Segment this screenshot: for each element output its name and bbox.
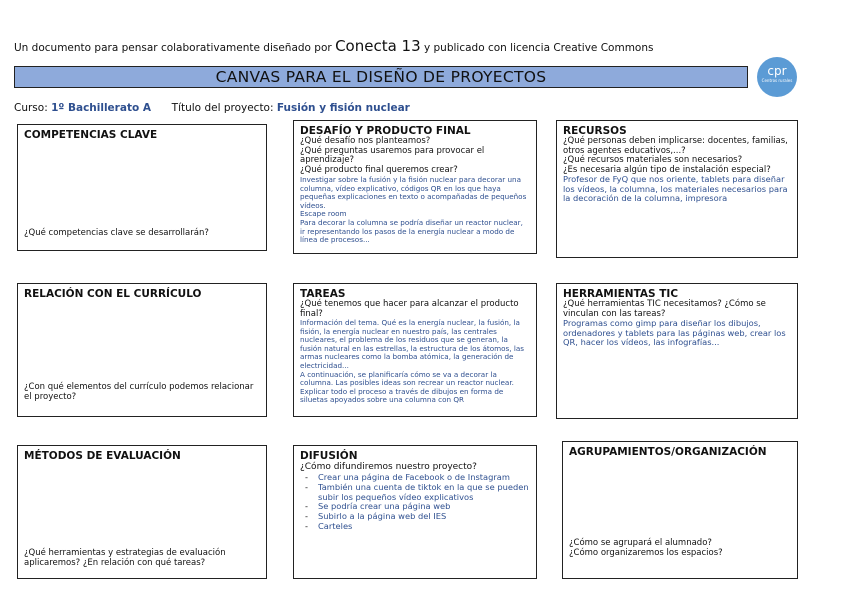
card-difusion (293, 445, 537, 579)
brand-name: Conecta 13 (335, 37, 421, 55)
page-title: CANVAS PARA EL DISEÑO DE PROYECTOS (14, 66, 748, 88)
card-title: MÉTODOS DE EVALUACIÓN (24, 450, 181, 462)
card-title: DIFUSIÓN (300, 450, 358, 462)
card-title: COMPETENCIAS CLAVE (24, 129, 158, 141)
project-title-label: Título del proyecto: (171, 102, 274, 114)
card-tareas (293, 283, 537, 417)
card-herramientas (556, 283, 798, 419)
list-item: - Se podría crear una página web (318, 502, 530, 512)
list-item: - Crear una página de Facebook o de Instagram (318, 473, 530, 483)
project-title-value: Fusión y fisión nuclear (276, 102, 410, 114)
list-item: - Carteles (318, 522, 530, 532)
logo-subtext: Centros rurales (761, 78, 793, 83)
card-title: AGRUPAMIENTOS/ORGANIZACIÓN (569, 446, 767, 458)
list-item: - También una cuenta de tiktok en la que se pueden subir los pequeños vídeo explicativos (318, 483, 530, 503)
course-label: Curso: (14, 102, 48, 114)
card-title: RECURSOS (563, 125, 627, 137)
card-question: ¿Qué herramientas y estrategias de evaluación aplicaremos? ¿En relación con qué tareas? (24, 548, 226, 568)
card-questions: ¿Cómo difundiremos nuestro proyecto? (300, 462, 477, 472)
card-relacion (17, 283, 267, 417)
card-questions: ¿Qué personas deben implicarse: docentes, familias, otros agentes educativos,...? ¿Qué recursos materiales son necesarios? ¿Es necesaria algún tipo de instalación especial? (563, 136, 788, 175)
logo-text: cpr (767, 64, 787, 78)
card-answer: Programas como gimp para diseñar los dibujos, ordenadores y tablets para las páginas web, crear los QR, hacer los vídeos, las infografías... (563, 318, 786, 348)
license-suffix: y publicado con licencia Creative Commons (423, 42, 654, 54)
card-title: HERRAMIENTAS TIC (563, 288, 679, 300)
license-prefix: Un documento para pensar colaborativamente diseñado por (14, 42, 332, 54)
card-answer: Investigar sobre la fusión y la fisión nuclear para decorar una columna, vídeo explicativo, códigos QR en los que haya pequeñas explicaciones en texto o acompañadas de pequeños vídeos. Escape room Para decorar la columna se podría diseñar un reactor nuclear, ir representando los pasos de la energía nuclear a modo de línea de procesos... (300, 175, 527, 245)
card-competencias (17, 124, 267, 251)
card-question: ¿Cómo se agrupará el alumnado? ¿Cómo organizaremos los espacios? (569, 538, 723, 558)
difusion-list (300, 473, 530, 532)
card-title: TAREAS (300, 288, 346, 300)
card-metodos (17, 445, 267, 579)
list-item: - Subirlo a la página web del IES (318, 512, 530, 522)
card-desafio (293, 120, 537, 254)
license-line (14, 37, 653, 55)
card-title: DESAFÍO Y PRODUCTO FINAL (300, 125, 471, 137)
card-questions: ¿Qué desafío nos planteamos? ¿Qué preguntas usaremos para provocar el aprendizaje? ¿Qué producto final queremos crear? (300, 136, 485, 175)
card-question: ¿Qué competencias clave se desarrollarán? (24, 228, 209, 238)
card-question: ¿Con qué elementos del currículo podemos relacionar el proyecto? (24, 382, 254, 402)
card-questions: ¿Qué tenemos que hacer para alcanzar el producto final? (300, 299, 519, 319)
course-value: 1º Bachillerato A (51, 102, 151, 114)
card-recursos (556, 120, 798, 258)
card-answer: Profesor de FyQ que nos oriente, tablets para diseñar los vídeos, la columna, los materiales necesarios para la decoración de la columna, impresora (563, 174, 788, 204)
card-questions: ¿Qué herramientas TIC necesitamos? ¿Cómo se vinculan con las tareas? (563, 299, 766, 319)
cpr-logo (757, 57, 797, 97)
card-agrupamientos (562, 441, 798, 579)
card-title: RELACIÓN CON EL CURRÍCULO (24, 288, 202, 300)
project-info (14, 102, 410, 114)
card-answer: Información del tema. Qué es la energía nuclear, la fusión, la fisión, la energía nuclear en nuestro país, las centrales nucleares, el problema de los residuos que se generan, la fusión natural en las estrellas, la estructura de los átomos, las armas nucleares como la bomba atómica, la generación de electricidad... A continuación, se planificaría cómo se va a decorar la columna. Las posibles ideas son recrear un reactor nuclear. Explicar todo el proceso a través de dibujos en forma de siluetas apoyados sobre una columna con QR (300, 318, 524, 405)
